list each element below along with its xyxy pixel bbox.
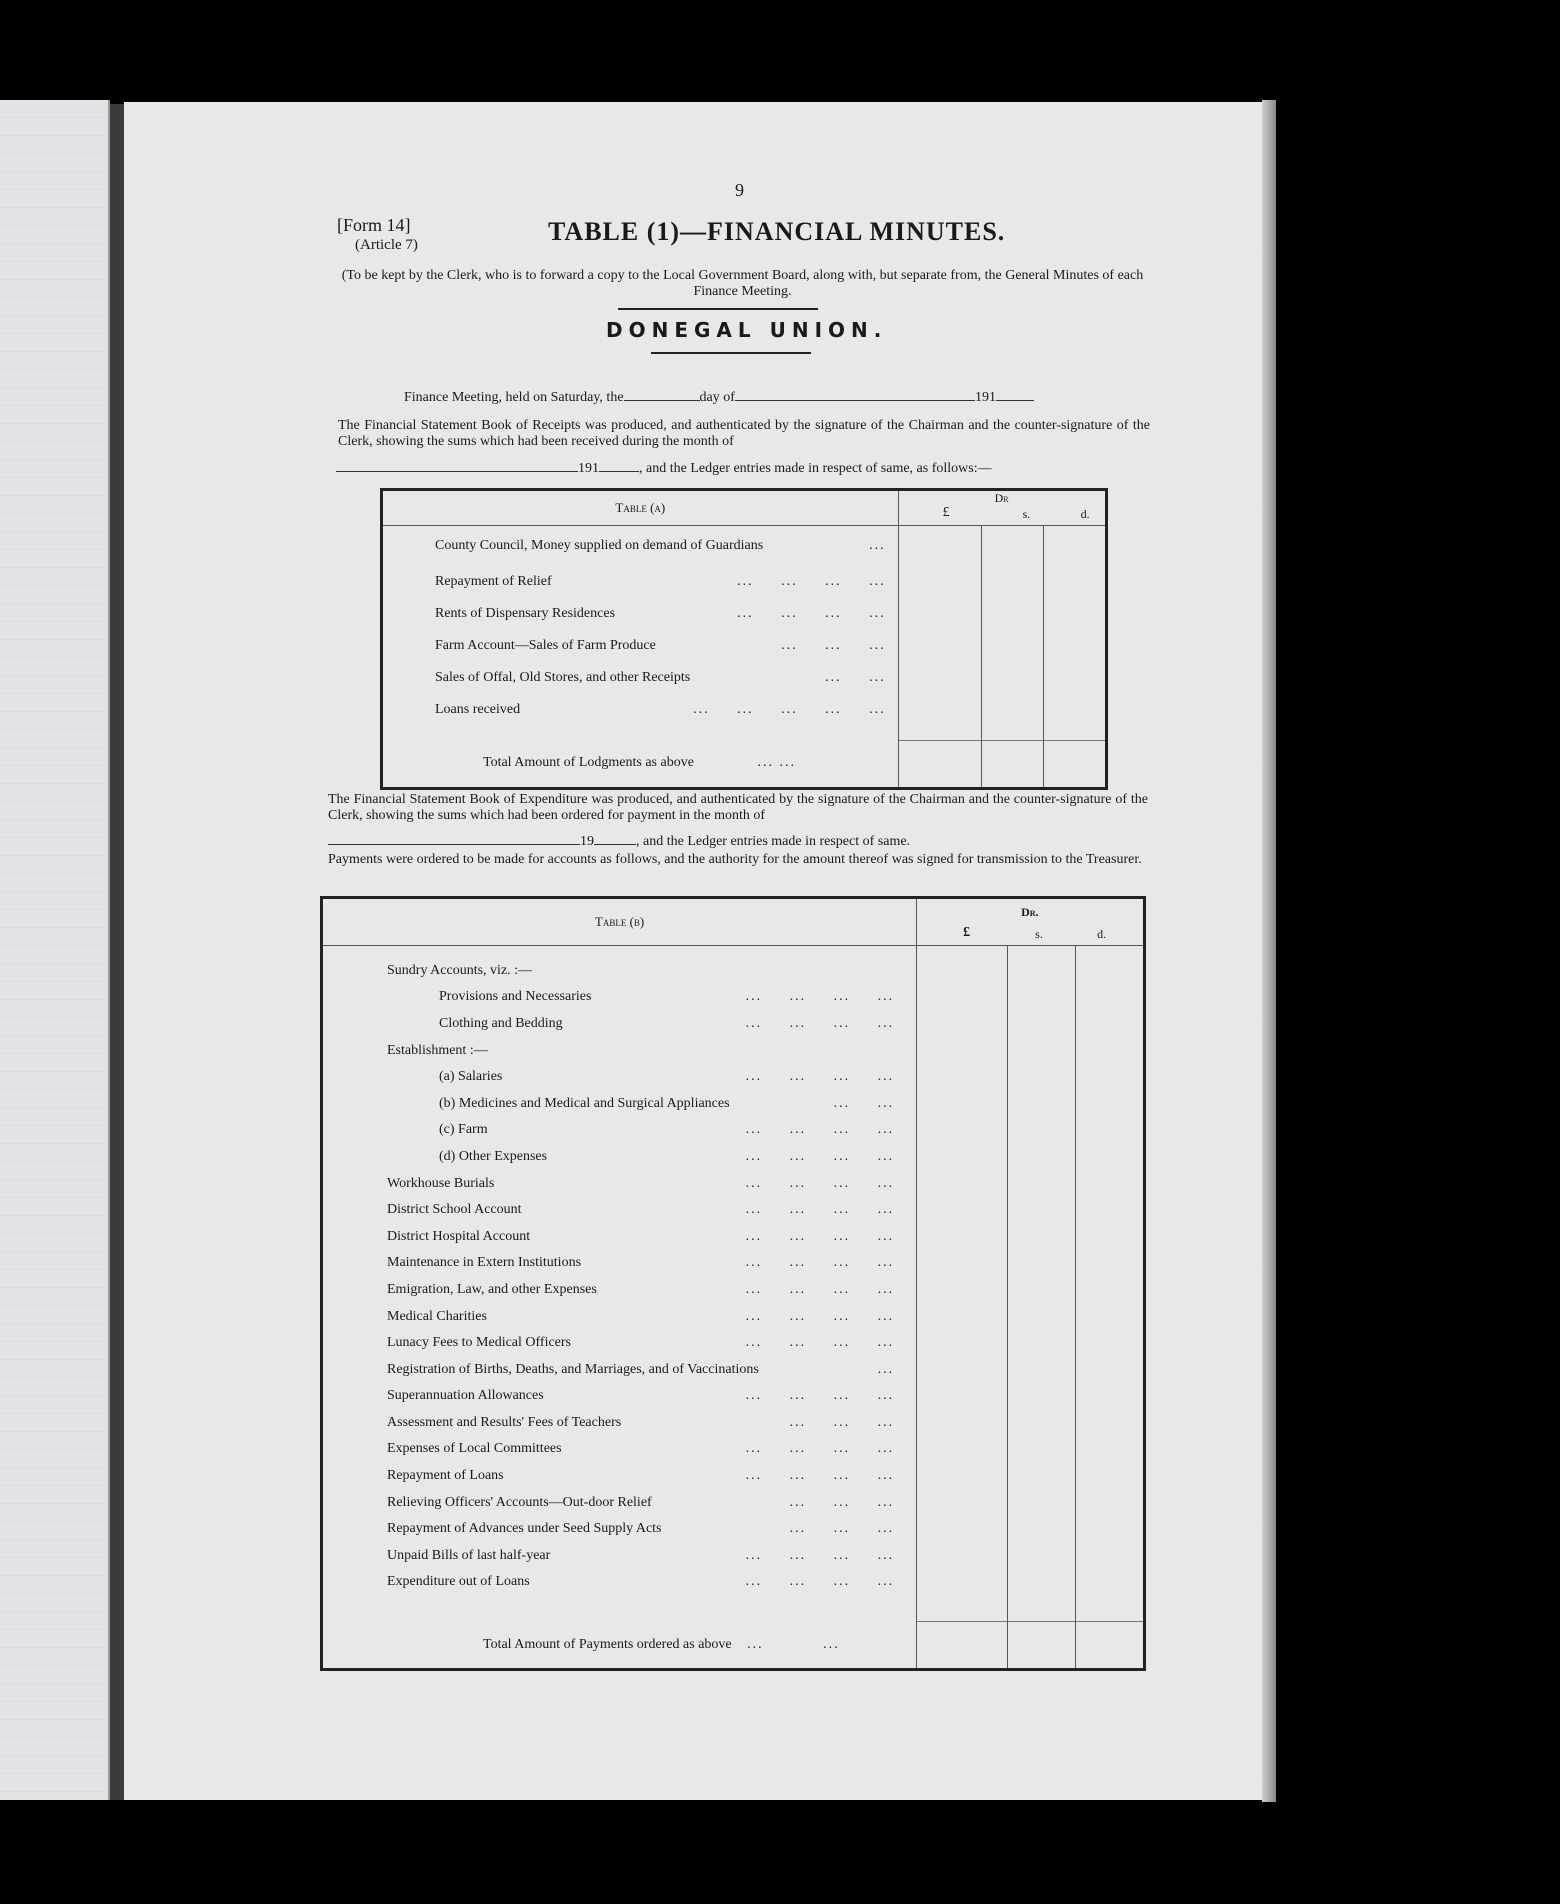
leader-dots: ... ... ... ...: [745, 1228, 895, 1244]
table-b-row: [322, 1489, 1145, 1516]
table-b-row: [322, 1250, 1145, 1277]
table-a-row: [382, 630, 1107, 662]
table-b-row: [322, 1277, 1145, 1304]
pence-cell[interactable]: [1076, 1436, 1145, 1463]
form-number: [Form 14]: [337, 215, 411, 235]
shillings-cell[interactable]: [1008, 1090, 1076, 1117]
table-a-label: Table (a): [615, 499, 666, 515]
table-b-row: [322, 1543, 1145, 1570]
leader-dots: ... ... ... ...: [745, 1281, 895, 1297]
total-pence-cell[interactable]: [1044, 740, 1107, 788]
table-a-row: [382, 566, 1107, 598]
pounds-cell[interactable]: [917, 1410, 1008, 1437]
meeting-line: [404, 390, 1034, 406]
pounds-header: £: [942, 505, 950, 520]
shillings-cell[interactable]: [1008, 1436, 1076, 1463]
leader-dots: ... ... ...: [781, 638, 886, 653]
table-b-item-label: Registration of Births, Deaths, and Marriages, and of Vaccinations: [387, 1361, 759, 1377]
leader-dots: ... ...: [833, 1095, 895, 1111]
table-b-item: [322, 1330, 917, 1357]
table-a-item-label: Rents of Dispensary Residences: [435, 606, 616, 621]
pence-cell[interactable]: [1076, 1223, 1145, 1250]
table-a-item-label: Farm Account—Sales of Farm Produce: [435, 638, 656, 653]
table-b-row: [322, 1064, 1145, 1091]
table-b-row: [322, 1330, 1145, 1357]
pence-cell[interactable]: [1076, 1383, 1145, 1410]
table-b-row: [322, 1303, 1145, 1330]
table-b-row: [322, 958, 1145, 985]
year-blank[interactable]: [599, 471, 639, 472]
table-a-item-label: Loans received: [435, 702, 521, 717]
pence-cell[interactable]: [1076, 1410, 1145, 1437]
table-b-item-label: Sundry Accounts, viz. :—: [387, 962, 533, 978]
year-blank[interactable]: [594, 844, 636, 845]
shillings-cell[interactable]: [1008, 1516, 1076, 1543]
pence-cell[interactable]: [1076, 1170, 1145, 1197]
table-b-item-label: Relieving Officers' Accounts—Out-door Relief: [387, 1494, 652, 1510]
table-a-item: [382, 630, 899, 662]
pounds-cell[interactable]: [917, 1090, 1008, 1117]
table-a-row: [382, 694, 1107, 726]
leader-dots: ... ... ... ...: [745, 1122, 895, 1138]
shillings-header: s.: [1022, 507, 1031, 521]
pence-cell[interactable]: [1076, 1144, 1145, 1171]
expenditure-tail: [328, 834, 910, 850]
table-b-item-label: Clothing and Bedding: [439, 1015, 563, 1031]
table-b-item-label: (b) Medicines and Medical and Surgical Appliances: [439, 1095, 730, 1111]
table-b-item-label: Repayment of Advances under Seed Supply Acts: [387, 1521, 662, 1537]
pence-cell[interactable]: [1076, 1489, 1145, 1516]
shillings-cell[interactable]: [1008, 1330, 1076, 1357]
shillings-cell[interactable]: [1008, 1223, 1076, 1250]
shillings-cell[interactable]: [1008, 1011, 1076, 1038]
month-blank[interactable]: [328, 844, 580, 845]
leader-dots: ... ... ... ...: [745, 1148, 895, 1164]
page-edge-shadow: [1262, 100, 1276, 1802]
shillings-cell[interactable]: [982, 630, 1044, 662]
leader-dots: ...: [823, 1637, 840, 1652]
table-b-item: [322, 1144, 917, 1171]
pence-cell[interactable]: [1076, 1064, 1145, 1091]
table-b-row: [322, 1516, 1145, 1543]
table-b-label: Table (b): [594, 913, 645, 929]
leader-dots: ... ... ...: [789, 1521, 895, 1537]
table-b-money-header: [917, 898, 1145, 946]
table-b-item: [322, 1250, 917, 1277]
table-b-item: [322, 1170, 917, 1197]
pence-cell[interactable]: [1044, 566, 1107, 598]
pence-cell[interactable]: [1044, 694, 1107, 726]
table-b-item-label: Unpaid Bills of last half-year: [387, 1547, 551, 1563]
table-a-item-label: Sales of Offal, Old Stores, and other Receipts: [435, 670, 691, 685]
pounds-cell[interactable]: [898, 526, 982, 567]
leader-dots: ... ... ... ...: [745, 1175, 895, 1191]
leader-dots: ... ... ... ...: [745, 1388, 895, 1404]
table-b-item-label: (c) Farm: [439, 1122, 488, 1138]
shillings-cell[interactable]: [1008, 1250, 1076, 1277]
dr-label: Dr: [994, 491, 1009, 505]
page-number: 9: [735, 180, 744, 200]
leader-dots: ... ... ... ...: [745, 1255, 895, 1271]
table-b-row: [322, 984, 1145, 1011]
table-b-header: [322, 898, 917, 946]
leader-dots: ...: [747, 1637, 764, 1652]
table-b-row: [322, 1090, 1145, 1117]
table-a-header: [382, 490, 899, 526]
pounds-cell[interactable]: [898, 598, 982, 630]
article-reference: (Article 7): [355, 237, 418, 253]
leader-dots: ... ... ...: [789, 1494, 895, 1510]
shillings-cell[interactable]: [1008, 984, 1076, 1011]
table-a-item: [382, 662, 899, 694]
form-reference: [337, 215, 418, 255]
pence-cell[interactable]: [1076, 1197, 1145, 1224]
leader-dots: ... ... ... ...: [737, 574, 886, 589]
table-b-item: [322, 1117, 917, 1144]
table-a-item: [382, 566, 899, 598]
table-b-item-label: Assessment and Results' Fees of Teachers: [387, 1414, 622, 1430]
table-b-item: [322, 1197, 917, 1224]
table-b-item: [322, 984, 917, 1011]
pounds-cell[interactable]: [917, 1277, 1008, 1304]
shillings-header: s.: [1035, 927, 1043, 941]
pounds-cell[interactable]: [898, 694, 982, 726]
pence-cell[interactable]: [1076, 1011, 1145, 1038]
shillings-cell[interactable]: [1008, 1170, 1076, 1197]
pounds-cell[interactable]: [917, 1037, 1008, 1064]
table-b-item: [322, 1011, 917, 1038]
pence-cell[interactable]: [1076, 1277, 1145, 1304]
table-b-item: [322, 1569, 917, 1596]
table-a-item-label: Repayment of Relief: [435, 574, 552, 589]
pounds-cell[interactable]: [917, 1303, 1008, 1330]
table-a-item: [382, 694, 899, 726]
pounds-cell[interactable]: [917, 1489, 1008, 1516]
shillings-cell[interactable]: [1008, 1144, 1076, 1171]
table-b: [320, 896, 1146, 1671]
shillings-cell[interactable]: [982, 526, 1044, 567]
table-b-item-label: (d) Other Expenses: [439, 1148, 548, 1164]
receipts-tail: [336, 461, 992, 477]
year-label: 19: [580, 834, 594, 849]
pounds-header: £: [963, 925, 971, 940]
pence-cell[interactable]: [1076, 958, 1145, 985]
leader-dots: ... ... ... ...: [745, 989, 895, 1005]
table-b-item-label: District School Account: [387, 1202, 522, 1218]
pence-cell[interactable]: [1044, 598, 1107, 630]
pence-cell[interactable]: [1076, 1090, 1145, 1117]
shillings-cell[interactable]: [1008, 1569, 1076, 1596]
table-b-row: [322, 1170, 1145, 1197]
shillings-cell[interactable]: [1008, 1489, 1076, 1516]
table-b-item-label: Workhouse Burials: [387, 1175, 495, 1191]
pounds-cell[interactable]: [917, 984, 1008, 1011]
pence-cell[interactable]: [1076, 1117, 1145, 1144]
pence-cell[interactable]: [1076, 1569, 1145, 1596]
month-blank[interactable]: [735, 400, 975, 401]
pounds-cell[interactable]: [917, 1516, 1008, 1543]
pounds-cell[interactable]: [917, 1543, 1008, 1570]
divider: [651, 352, 811, 354]
month-blank[interactable]: [336, 471, 578, 472]
shillings-cell[interactable]: [1008, 1117, 1076, 1144]
year-blank[interactable]: [996, 400, 1034, 401]
pounds-cell[interactable]: [917, 1064, 1008, 1091]
pence-cell[interactable]: [1076, 1543, 1145, 1570]
leader-dots: ... ... ... ...: [745, 1015, 895, 1031]
pence-cell[interactable]: [1076, 1463, 1145, 1490]
leader-dots: ...: [869, 538, 886, 553]
shillings-cell[interactable]: [982, 662, 1044, 694]
table-a-row: [382, 598, 1107, 630]
leader-dots: ... ... ... ...: [745, 1547, 895, 1563]
pounds-cell[interactable]: [898, 662, 982, 694]
shillings-cell[interactable]: [1008, 1463, 1076, 1490]
shillings-cell[interactable]: [982, 694, 1044, 726]
pence-cell[interactable]: [1076, 1516, 1145, 1543]
shillings-cell[interactable]: [1008, 1064, 1076, 1091]
shillings-cell[interactable]: [1008, 1356, 1076, 1383]
table-b-item: [322, 1516, 917, 1543]
table-b-item-label: District Hospital Account: [387, 1228, 531, 1244]
dr-label: Dr.: [1021, 905, 1039, 919]
pounds-cell[interactable]: [917, 958, 1008, 985]
pounds-cell[interactable]: [898, 566, 982, 598]
leader-dots: ...: [877, 1361, 895, 1377]
total-pounds-cell[interactable]: [917, 1622, 1008, 1670]
table-a-total-row: [382, 740, 899, 788]
table-b-item: [322, 1303, 917, 1330]
leader-dots: ... ... ... ...: [737, 606, 886, 621]
pence-cell[interactable]: [1076, 1303, 1145, 1330]
pounds-cell[interactable]: [917, 1117, 1008, 1144]
table-b-row: [322, 1223, 1145, 1250]
table-b-item-label: Medical Charities: [387, 1308, 487, 1324]
table-b-row: [322, 1117, 1145, 1144]
table-b-item-label: Lunacy Fees to Medical Officers: [387, 1335, 572, 1351]
pounds-cell[interactable]: [917, 1144, 1008, 1171]
shillings-cell[interactable]: [1008, 1410, 1076, 1437]
shillings-cell[interactable]: [1008, 1037, 1076, 1064]
book-gutter: [110, 104, 124, 1800]
table-b-item: [322, 1543, 917, 1570]
pounds-cell[interactable]: [917, 1197, 1008, 1224]
leader-dots: ... ... ... ...: [745, 1441, 895, 1457]
table-b-item: [322, 1383, 917, 1410]
table-b-item: [322, 1037, 917, 1064]
pounds-cell[interactable]: [917, 1569, 1008, 1596]
pence-cell[interactable]: [1076, 1330, 1145, 1357]
table-b-row: [322, 1144, 1145, 1171]
total-shillings-cell[interactable]: [1008, 1622, 1076, 1670]
pounds-cell[interactable]: [917, 1383, 1008, 1410]
table-b-item-label: Establishment :—: [387, 1042, 488, 1058]
leader-dots: ... ... ...: [789, 1414, 895, 1430]
expenditure-tail-text: , and the Ledger entries made in respect of same.: [636, 834, 911, 849]
table-b-item: [322, 1463, 917, 1490]
table-b-item: [322, 1090, 917, 1117]
table-b-item-label: Expenses of Local Committees: [387, 1441, 562, 1457]
shillings-cell[interactable]: [1008, 1303, 1076, 1330]
table-a-item: [382, 526, 899, 567]
shillings-cell[interactable]: [1008, 1383, 1076, 1410]
left-page-edge: [0, 100, 110, 1800]
table-b-item-label: Superannuation Allowances: [387, 1388, 544, 1404]
table-b-item: [322, 1223, 917, 1250]
table-b-item-label: Repayment of Loans: [387, 1468, 504, 1484]
instruction-note: (To be kept by the Clerk, who is to forward a copy to the Local Government Board, along with, but separate from, the General Minutes of each Finance Meeting.: [341, 268, 1144, 299]
table-b-row: [322, 1037, 1145, 1064]
leader-dots: ... ... ... ...: [745, 1069, 895, 1085]
table-b-item-label: Maintenance in Extern Institutions: [387, 1255, 582, 1271]
leader-dots: ... ... ... ...: [745, 1202, 895, 1218]
table-a-money-header: [898, 490, 1106, 526]
table-b-item: [322, 1356, 917, 1383]
pounds-cell[interactable]: [917, 1223, 1008, 1250]
table-b-row: [322, 1011, 1145, 1038]
year-label: 191: [578, 461, 599, 476]
pence-cell[interactable]: [1076, 1250, 1145, 1277]
shillings-cell[interactable]: [1008, 1197, 1076, 1224]
divider: [618, 308, 818, 310]
table-b-row: [322, 1410, 1145, 1437]
receipts-tail-text: , and the Ledger entries made in respect of same, as follows:—: [639, 461, 992, 476]
pounds-cell[interactable]: [917, 1170, 1008, 1197]
table-a-item: [382, 598, 899, 630]
total-pence-cell[interactable]: [1076, 1622, 1145, 1670]
table-b-row: [322, 1197, 1145, 1224]
year-label: 191: [974, 390, 996, 405]
pence-cell[interactable]: [1044, 662, 1107, 694]
pounds-cell[interactable]: [898, 630, 982, 662]
shillings-cell[interactable]: [1008, 1543, 1076, 1570]
pence-cell[interactable]: [1044, 630, 1107, 662]
leader-dots: ... ... ... ...: [745, 1308, 895, 1324]
table-b-item: [322, 1064, 917, 1091]
leader-dots: ... ... ... ... ...: [693, 702, 886, 717]
table-a: [380, 488, 1108, 790]
table-b-item: [322, 1410, 917, 1437]
table-b-row: [322, 1356, 1145, 1383]
table-a-total-label: Total Amount of Lodgments as above: [483, 755, 694, 771]
total-pounds-cell[interactable]: [898, 740, 982, 788]
table-b-item-label: Provisions and Necessaries: [439, 989, 592, 1005]
leader-dots: ... ... ... ...: [745, 1574, 895, 1590]
receipts-paragraph: The Financial Statement Book of Receipts was produced, and authenticated by the signature of the Chairman and the counter-signature of the Clerk, showing the sums which had been received during the month of: [338, 418, 1150, 449]
pounds-cell[interactable]: [917, 1356, 1008, 1383]
table-b-item: [322, 1277, 917, 1304]
table-b-total-label: Total Amount of Payments ordered as above: [483, 1637, 732, 1652]
pounds-cell[interactable]: [917, 1250, 1008, 1277]
shillings-cell[interactable]: [1008, 958, 1076, 985]
table-b-item: [322, 958, 917, 985]
total-shillings-cell[interactable]: [982, 740, 1044, 788]
payments-paragraph: Payments were ordered to be made for accounts as follows, and the authority for the amount thereof was signed for transmission to the Treasurer.: [328, 852, 1142, 867]
expenditure-paragraph: The Financial Statement Book of Expenditure was produced, and authenticated by the signature of the Chairman and the counter-signature of the Clerk, showing the sums which had been ordered for payment in the month of: [328, 792, 1148, 823]
table-b-item-label: (a) Salaries: [439, 1069, 503, 1085]
table-b-item: [322, 1436, 917, 1463]
table-b-total-row: [322, 1622, 917, 1670]
pence-header: d.: [1080, 507, 1090, 521]
table-b-row: [322, 1383, 1145, 1410]
meeting-line-prefix: Finance Meeting, held on Saturday, the: [404, 390, 624, 405]
table-b-row: [322, 1569, 1145, 1596]
pence-cell[interactable]: [1076, 1037, 1145, 1064]
pence-header: d.: [1097, 927, 1107, 941]
page-title: TABLE (1)—FINANCIAL MINUTES.: [548, 217, 1006, 246]
pounds-cell[interactable]: [917, 1330, 1008, 1357]
table-a-row: [382, 526, 1107, 567]
table-b-item-label: Expenditure out of Loans: [387, 1574, 530, 1590]
pence-cell[interactable]: [1076, 984, 1145, 1011]
leader-dots: ... ...: [757, 755, 796, 771]
day-of-label: day of: [699, 390, 735, 405]
table-a-row: [382, 662, 1107, 694]
table-b-item: [322, 1489, 917, 1516]
table-a-item-label: County Council, Money supplied on demand of Guardians: [435, 538, 764, 553]
pence-cell[interactable]: [1044, 526, 1107, 567]
leader-dots: ... ... ... ...: [745, 1468, 895, 1484]
pence-cell[interactable]: [1076, 1356, 1145, 1383]
pounds-cell[interactable]: [917, 1463, 1008, 1490]
shillings-cell[interactable]: [982, 598, 1044, 630]
table-b-row: [322, 1436, 1145, 1463]
table-b-item-label: Emigration, Law, and other Expenses: [387, 1281, 597, 1297]
leader-dots: ... ...: [825, 670, 886, 685]
pounds-cell[interactable]: [917, 1436, 1008, 1463]
table-b-row: [322, 1463, 1145, 1490]
union-name: DONEGAL UNION.: [606, 318, 888, 342]
day-blank[interactable]: [624, 400, 700, 401]
pounds-cell[interactable]: [917, 1011, 1008, 1038]
leader-dots: ... ... ... ...: [745, 1335, 895, 1351]
shillings-cell[interactable]: [982, 566, 1044, 598]
shillings-cell[interactable]: [1008, 1277, 1076, 1304]
